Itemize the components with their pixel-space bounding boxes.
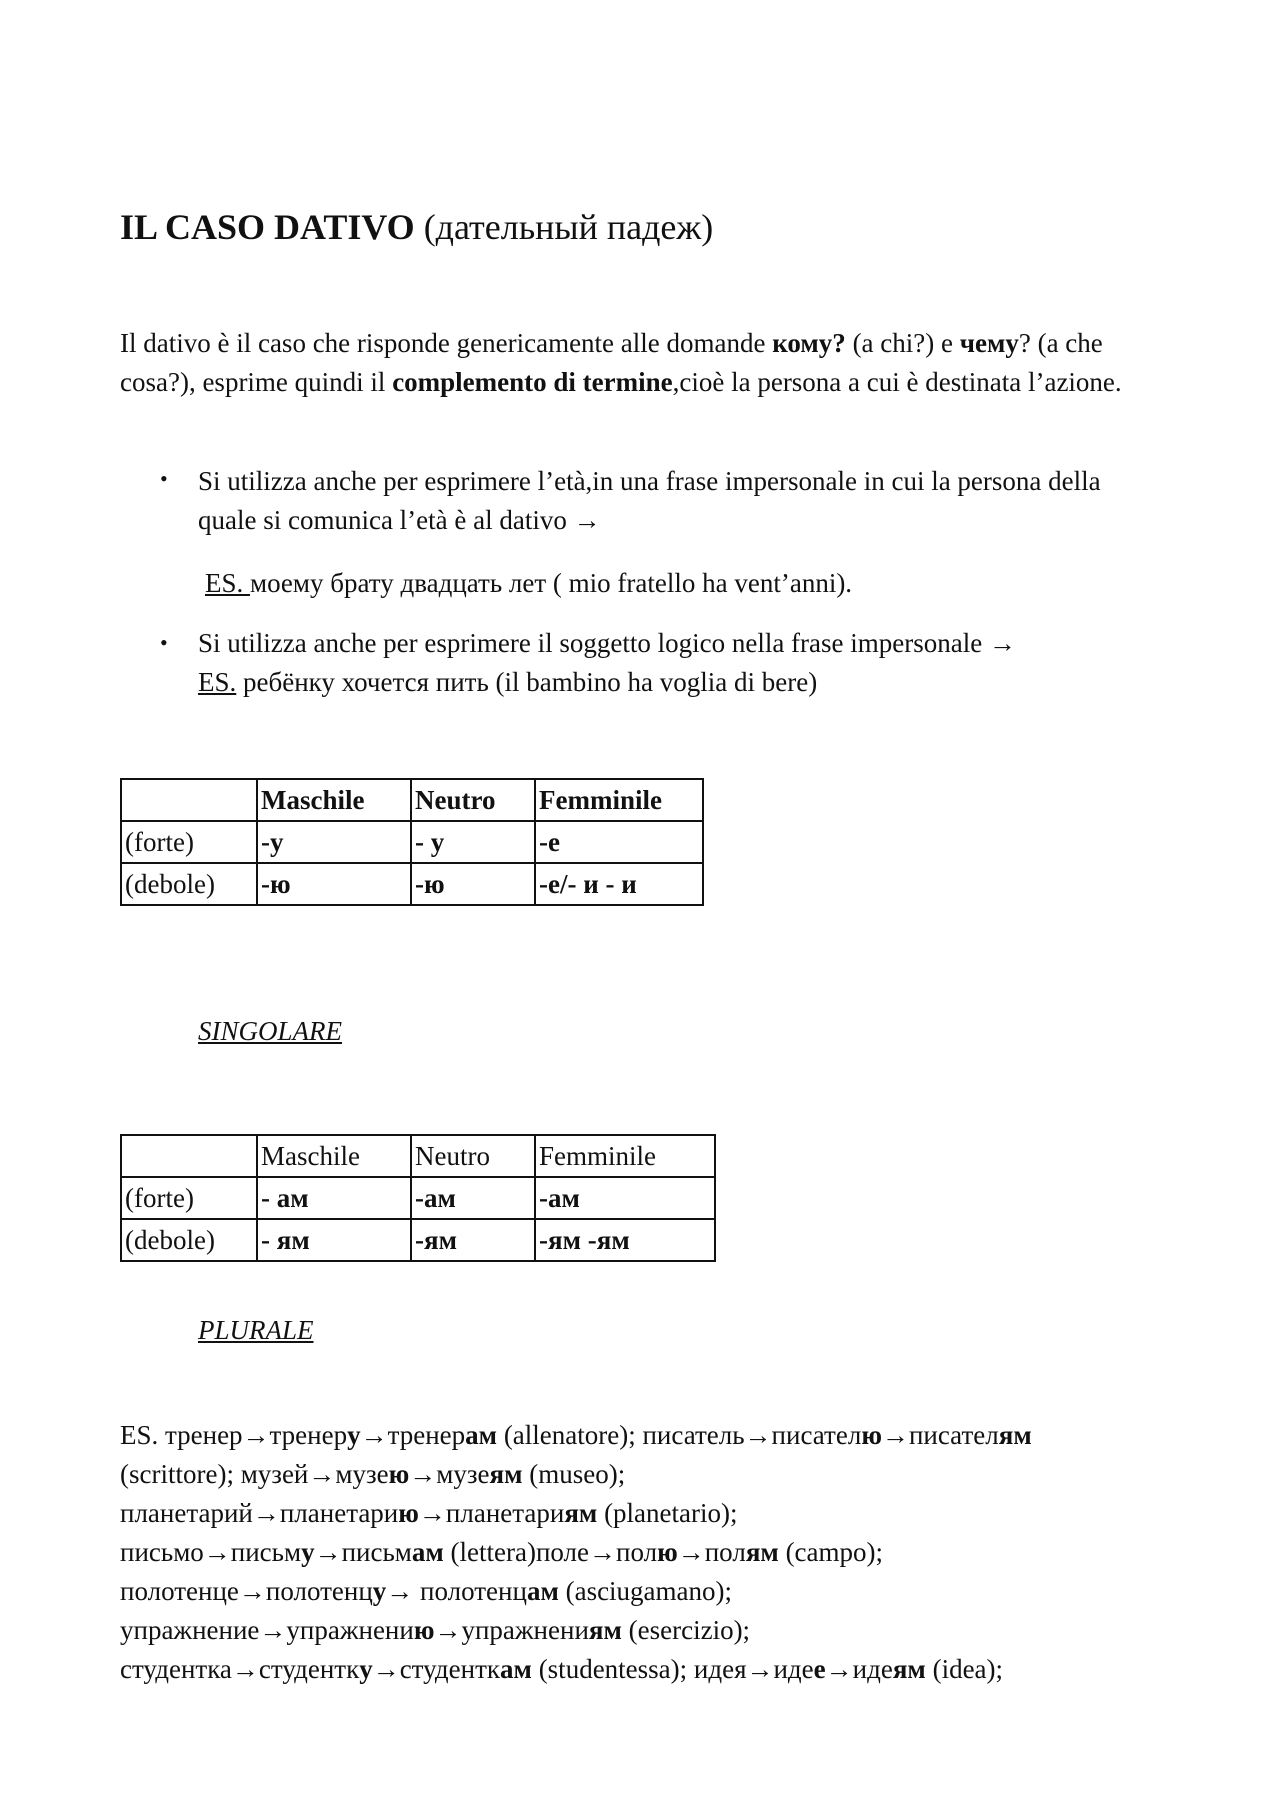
table-row-label: (debole)	[121, 863, 257, 905]
ending-bold: ю	[413, 1615, 435, 1645]
table-cell: -е/- и - и	[535, 863, 703, 905]
ending-bold: у	[372, 1576, 387, 1606]
example-text: студентка→студентк	[120, 1654, 360, 1684]
table-cell	[121, 1135, 257, 1177]
example-text: (lettera)поле→пол	[443, 1537, 658, 1567]
ending-bold: у	[359, 1654, 373, 1684]
table-header-row	[121, 1135, 715, 1177]
ending-bold: ям	[892, 1654, 926, 1684]
ending-bold: ам	[465, 1420, 498, 1450]
table-cell: -ам	[411, 1177, 535, 1219]
example-text: (studentessa); идея→иде	[531, 1654, 814, 1684]
table-header-row	[121, 779, 703, 821]
examples-block	[120, 1416, 1180, 1689]
singolare-label: SINGOLARE	[198, 1016, 342, 1046]
example-age	[205, 564, 852, 603]
bullet-text-age: Si utilizza anche per esprimere l’età,in una frase impersonale in cui la persona della quale si comunica l’età è al dativo →	[198, 466, 1101, 535]
ending-bold: ю	[657, 1537, 678, 1567]
intro-text: ,cioè la persona a cui è destinata l’azione.	[672, 367, 1122, 397]
table-cell	[121, 779, 257, 821]
table-row	[121, 1219, 715, 1261]
table-header-cell: Maschile	[257, 1135, 411, 1177]
intro-text: ? (a che cosa?), esprime quindi il	[120, 328, 1103, 397]
table-header-cell: Femminile	[535, 779, 703, 821]
page-title	[120, 205, 713, 249]
table-header-cell: Neutro	[411, 1135, 535, 1177]
ending-bold: ям	[588, 1615, 622, 1645]
table-row-label: (forte)	[121, 821, 257, 863]
table-row	[121, 1177, 715, 1219]
intro-paragraph	[120, 324, 1160, 402]
ending-bold: у	[347, 1420, 361, 1450]
intro-bold-complemento: complemento di termine	[392, 367, 673, 397]
table-cell: -ам	[535, 1177, 715, 1219]
ending-bold: ям	[998, 1420, 1032, 1450]
example-text: ребёнку хочется пить (il bambino ha voglia di bere)	[236, 667, 818, 697]
example-text: →музе	[409, 1459, 490, 1489]
example-text: (planetario);	[597, 1498, 738, 1528]
table-row	[121, 863, 703, 905]
title-subtitle: (дательный падеж)	[423, 207, 714, 247]
example-text: →планетари	[418, 1498, 565, 1528]
table-cell: - ам	[257, 1177, 411, 1219]
table-cell: - у	[411, 821, 535, 863]
table-header-cell: Maschile	[257, 779, 411, 821]
example-text: →тренер	[360, 1420, 466, 1450]
ending-bold: ам	[526, 1576, 559, 1606]
ending-bold: ям	[564, 1498, 598, 1528]
table-cell: -ям	[411, 1219, 535, 1261]
example-label: ES.	[205, 568, 251, 598]
table-row-label: (debole)	[121, 1219, 257, 1261]
example-text: (idea);	[925, 1654, 1004, 1684]
intro-bold-chemu: чему	[959, 328, 1019, 358]
example-text: планетарий→планетари	[120, 1498, 399, 1528]
example-text: моему брату двадцать лет ( mio fratello ha vent’anni).	[250, 568, 853, 598]
intro-text: (a chi?) е	[845, 328, 960, 358]
example-text: (esercizio);	[621, 1615, 751, 1645]
ending-bold: ям	[489, 1459, 523, 1489]
example-line	[120, 1494, 1180, 1533]
table-row-label: (forte)	[121, 1177, 257, 1219]
singolare-endings-table	[120, 778, 704, 906]
plurale-label: PLURALE	[198, 1315, 314, 1345]
example-text: →упражнени	[434, 1615, 589, 1645]
table-header-cell: Femminile	[535, 1135, 715, 1177]
example-text: (allenatore); писатель→писател	[497, 1420, 862, 1450]
bullet-text: Si utilizza anche per esprimere il soggetto logico nella frase impersonale →	[198, 628, 1016, 658]
example-line	[120, 1650, 1180, 1689]
table-cell: -ю	[257, 863, 411, 905]
example-text: полотенце→полотенц	[120, 1576, 373, 1606]
ending-bold: ю	[398, 1498, 419, 1528]
example-line	[120, 1611, 1180, 1650]
example-text: (asciugamano);	[558, 1576, 733, 1606]
example-text: ES. тренер→тренер	[120, 1420, 348, 1450]
ending-bold: у	[301, 1537, 315, 1567]
ending-bold: ю	[861, 1420, 882, 1450]
example-text: →письм	[314, 1537, 412, 1567]
table-header-cell: Neutro	[411, 779, 535, 821]
ending-bold: е	[813, 1654, 826, 1684]
intro-bold-komu: кому?	[772, 328, 846, 358]
example-label: ES.	[198, 667, 237, 697]
intro-text: Il dativo è il caso che risponde genericamente alle domande	[120, 328, 773, 358]
bullet-marker: •	[160, 630, 168, 655]
example-text: письмо→письм	[120, 1537, 302, 1567]
title-main: IL CASO DATIVO	[120, 207, 415, 247]
example-text: →писател	[881, 1420, 999, 1450]
table-row	[121, 821, 703, 863]
table-cell: -ям -ям	[535, 1219, 715, 1261]
ending-bold: ам	[500, 1654, 532, 1684]
table-cell: -е	[535, 821, 703, 863]
example-text: (scrittore); музей→музе	[120, 1459, 389, 1489]
example-line	[120, 1533, 1180, 1572]
example-text: (museo);	[522, 1459, 626, 1489]
ending-bold: ю	[388, 1459, 410, 1489]
example-line	[120, 1455, 1180, 1494]
bullet-text-logical-subject	[198, 624, 1158, 702]
ending-bold: ам	[411, 1537, 444, 1567]
bullet-marker: •	[160, 466, 168, 491]
example-line	[120, 1416, 1180, 1455]
ending-bold: ям	[745, 1537, 779, 1567]
table-cell: - ям	[257, 1219, 411, 1261]
example-text: →иде	[825, 1654, 893, 1684]
plurale-endings-table	[120, 1134, 716, 1262]
example-text: → полотенц	[386, 1576, 527, 1606]
table-cell: -ю	[411, 863, 535, 905]
example-text: упражнение→упражнени	[120, 1615, 414, 1645]
table-cell: -у	[257, 821, 411, 863]
example-text: →пол	[677, 1537, 746, 1567]
example-text: →студентк	[372, 1654, 501, 1684]
example-line	[120, 1572, 1180, 1611]
example-text: (campo);	[778, 1537, 884, 1567]
